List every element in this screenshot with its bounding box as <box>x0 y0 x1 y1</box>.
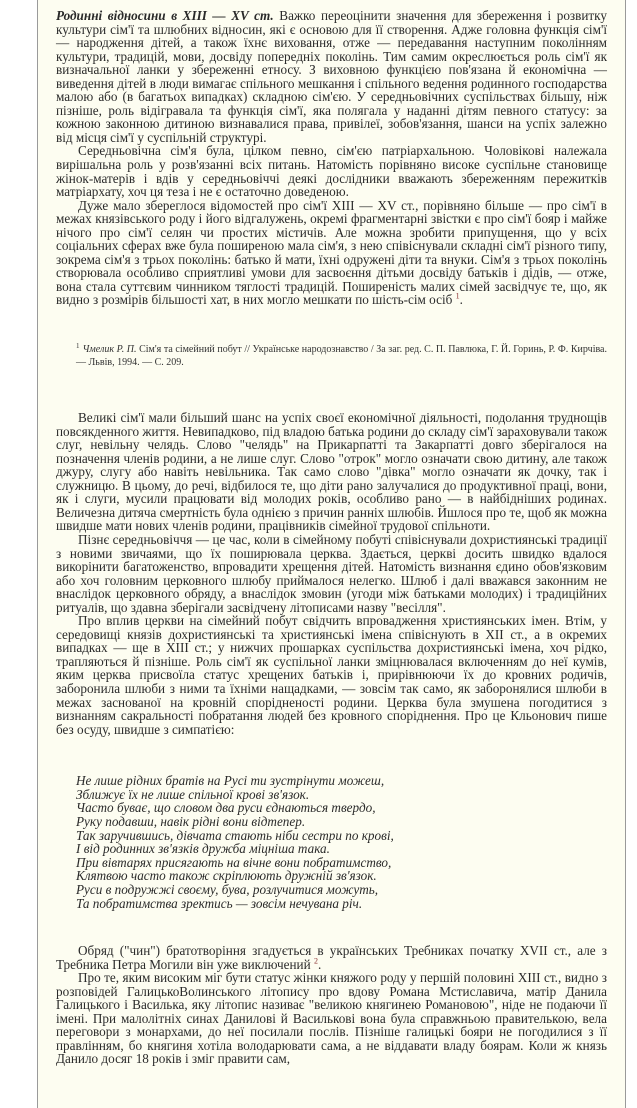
paragraph <box>56 944 607 971</box>
punctuation: . <box>317 956 322 972</box>
paragraph-text: Обряд ("чин") братотворіння згадується в українських Требниках початку XVII ст., але з Требника Петра Могили він уже виключений <box>56 943 607 972</box>
paragraph-text: Дуже мало збереглося відомостей про сім'ї XIII — XV ст., порівняно більше — про сім'ї в межах князівського роду і його відгалужень, окремі фрагментарні звістки є про сім'ї бояр і майже нічого про сім'ї селян чи простих містичів. Але можна зробити припущення, що у всіх соціальних сферах вже була поширеною мала сім'я, з нею співіснували складні сім'ї різного типу, зокрема сім'я з трьох поколінь: батько й мати, їхні одружені діти та внуки. Сім'я з трьох поколінь створювала особливо сприятливі умови для засвоєння дітьми досвіду батьків і дідів, — отже, вона стала суттєвим чинником тяглості традицій. Поширеність малих сімей засвідчує те, що, як видно з розмірів більшості хат, в них могло мешкати по шість-сім осіб <box>56 197 607 308</box>
poem-quote <box>76 774 607 910</box>
footnote-author: Чмелик Р. П. <box>82 344 137 356</box>
page-break-gap <box>56 369 607 411</box>
paragraph <box>56 9 607 144</box>
section-heading: Родинні відносини в XIII — XV ст. <box>56 8 274 23</box>
poem-line: І від родинних зв'язків дружба міцніша така. <box>76 841 330 857</box>
poem-line: Зближує їх не лише спільної крові зв'язок. <box>76 786 310 802</box>
footnote-mark: 1 <box>76 341 80 350</box>
punctuation: . <box>459 292 463 308</box>
poem-line: Руси в подружжі своєму, бува, розлучитися можуть, <box>76 881 379 897</box>
poem-line: Та побратимства зректись — зовсім нечувана річ. <box>76 895 363 911</box>
paragraph: Про вплив церкви на сімейний побут свідчить впровадження християнських імен. Втім, у середовищі князів дохристиянські та християнські імена співіснують в XII ст., а в окремих випадках — ще в XIII ст.; у нижчих прошарках суспільства дохристиянські імена, хоч рідко, трапляються й пізніше. Роль сім'ї як суспільної ланки зміцнювалася включенням до неї кумів, яким церква присвоїла статус хрещених батьків і, прирівнюючи їх до кровних родичів, заборонила шлюби з ними та їхніми нащадками, — зовсім так само, як заборонялися шлюби в межах заснованої на кровній спорідненості родини. Церква була змушена погодитися з визнанням сакральності побратання людей без кровного споріднення. Про це Кльонович пише без осуду, швидше з симпатією: <box>56 613 607 737</box>
footnote <box>56 343 607 369</box>
poem-line: Так заручившись, дівчата стають ніби сестри по крові, <box>76 827 394 843</box>
paragraph-text: Важко переоцінити значення для збереження і розвитку культури сім'ї та шлюбних відносин, які є основою для її створення. Адже головна функція сім'ї — народження дітей, а також їхнє виховання, отже — передавання наступним поколінням культури, традицій, мови, досвіду попередніх поколінь. Тим самим окреслюється роль сім'ї як визначальної ланки у збереженні етносу. З виховною функцією пов'язана й економічна — виведення дітей в люди вимагає спільного мешкання і спільного ведення родинного господарства малою або (в багатьох випадках) складною сім'єю. У середньовічних суспільствах більшу, ніж пізніше, роль відігравала та функція сім'ї, яка полягала у наданні дітям певного статусу: за кожною законною дитиною визнавалися права, привілеї, зобов'язання, шанси на успіх залежно від місця сім'ї у суспільній структурі. <box>56 8 607 145</box>
poem-line: Не лише рідних братів на Русі ти зустрінути можеш, <box>76 773 385 789</box>
footnote-ref-link[interactable]: 1 <box>455 292 460 302</box>
footnote-ref-link[interactable]: 2 <box>313 956 318 966</box>
paragraph: Середньовічна сім'я була, цілком певно, сім'єю патріархальною. Чоловікові належала вирішальна роль у розв'язанні всіх питань. Натомість порівняно високе суспільне становище жінок-матерів і вдів у середньовіччі деякі дослідники вважають збереженням пережитків матріархату, хоч ця теза і не є остаточно доведеною. <box>56 143 607 200</box>
poem-line: При вівтарях присягають на вічне вони побратимство, <box>76 854 392 870</box>
poem-line: Часто буває, що словом два руси єднаються твердо, <box>76 800 376 816</box>
poem-line: Руку подавши, навік рідні вони відтепер. <box>76 813 306 829</box>
document-content <box>56 9 607 1066</box>
paragraph: Великі сім'ї мали більший шанс на успіх своєї економічної діяльності, подолання труднощів повсякденного життя. Невипадково, під владою батька родини до складу сім'ї зараховували також слуг, невільну челядь. Слово "челядь" на Прикарпатті та Закарпатті довго зберігалося на позначення членів родини, а не лише слуг. Слово "отрок" могло означати свою дитину, але також джуру, слугу або навіть невільника. Так само слово "дівка" могло означати як дочку, так і служницю. В цьому, до речі, відбилося те, що діти рано залучалися до продуктивної праці, вони, як і слуги, мусили працювати від молодих років, особливо рано — в найбідніших родинах. Величезна дитяча смертність була однією з причин ранніх шлюбів. Йшлося про те, щоб як можна швидше мати нових членів родини, працівників сімейної трудової спільноти. <box>56 410 607 534</box>
document-page <box>37 0 626 1108</box>
poem-line: Клятвою часто також скріплюють дружній зв'язок. <box>76 868 377 884</box>
paragraph: Пізнє середньовіччя — це час, коли в сімейному побуті співіснували дохристиянські традиції з новими звичаями, що їх поширювала церква. Здається, церкві досить швидко вдалося викорінити багатоженство, впровадити хрещення дітей. Натомість визнання єдино обов'язковим або хоч головним церковного шлюбу приймалося нелегко. Шлюб і далі вважався законним не внаслідок церковного обряду, а внаслідок змовин (угоди між батьками молодих) і традиційних ритуалів, що здавна зберігали засвідчену літописами назву "весілля". <box>56 531 607 615</box>
spacer <box>56 910 607 944</box>
paragraph <box>56 199 607 307</box>
paragraph: Про те, яким високим міг бути статус жінки княжого роду у першій половині XIII ст., видно з розповідей ГалицькоВолинського літопису про вдову Романа Мстиславича, матір Данила Галицького і Василька, яку літопис називає "великою княгинею Романовою", ніде не подаючи її імені. При малолітніх синах Данилові й Василькові вона була справжньою правителькою, вела переговори з монархами, до неї посилали послів. Пізніше галицькі бояри не погодилися з її правлінням, бо княгиня хотіла володарювати сама, а не віддавати владу боярам. Коли ж князь Данило досяг 18 років і зміг правити сам, <box>56 970 607 1067</box>
footnote-text: Сім'я та сімейний побут // Українське народознавство / За заг. ред. С. П. Павлюка, Г. Й. Горинь, Р. Ф. Кирчіва. — Львів, 1994. — С. 209. <box>76 344 607 369</box>
